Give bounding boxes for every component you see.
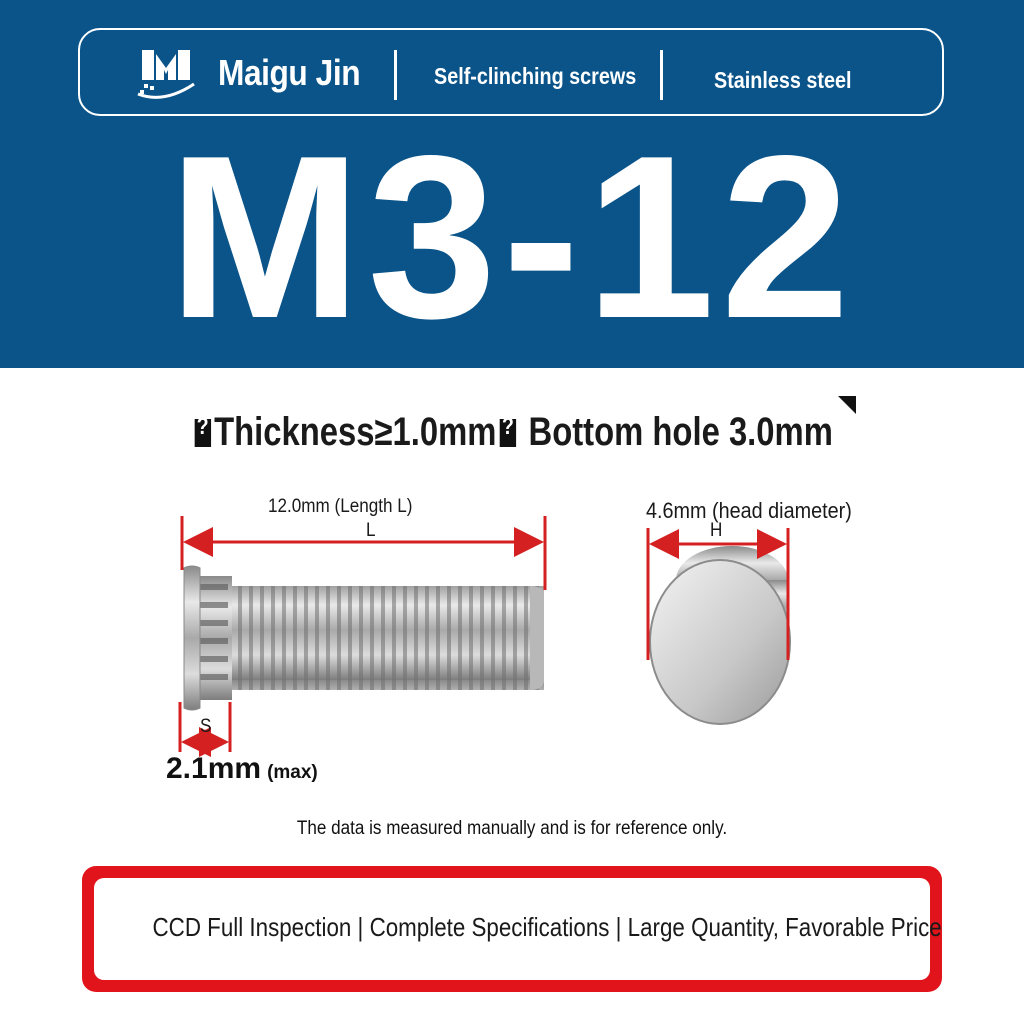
corner-mark-icon xyxy=(838,396,856,414)
missing-glyph-icon xyxy=(194,419,210,447)
brand-logo-icon xyxy=(134,44,198,102)
screw-diagram xyxy=(0,480,1024,800)
spec-line xyxy=(92,410,932,455)
screw-thread xyxy=(228,586,544,690)
brand-name: Maigu Jin xyxy=(218,52,361,93)
feature-banner-text: CCD Full Inspection | Complete Specifications | Large Quantity, Favorable Price xyxy=(152,912,942,942)
screw-side-view xyxy=(184,566,544,710)
reference-note: The data is measured manually and is for reference only. xyxy=(296,818,728,839)
screw-tip xyxy=(530,586,544,690)
head-caption: 4.6mm (head diameter) xyxy=(646,498,852,523)
shoulder-measure: 2.1mm xyxy=(166,752,262,785)
head-letter: H xyxy=(710,520,723,541)
header-band xyxy=(0,0,1024,368)
thickness-spec: Thickness≥1.0mm xyxy=(214,410,497,454)
length-caption: 12.0mm (Length L) xyxy=(268,496,413,517)
header-divider xyxy=(394,50,397,100)
length-letter: L xyxy=(366,520,376,541)
length-dimension xyxy=(182,516,545,590)
shoulder-letter: S xyxy=(200,716,212,737)
shoulder-qualifier: (max) xyxy=(267,762,318,783)
screw-head-view xyxy=(650,546,790,724)
missing-glyph-icon xyxy=(500,419,516,447)
shoulder-value xyxy=(166,752,318,786)
product-type-label: Self-clinching screws xyxy=(434,63,637,89)
feature-banner-inner xyxy=(94,878,942,980)
material-label: Stainless steel xyxy=(714,67,852,93)
header-pill xyxy=(78,28,944,116)
feature-banner xyxy=(82,866,942,992)
model-title: M3-12 xyxy=(168,108,856,367)
bottom-hole-spec: Bottom hole 3.0mm xyxy=(519,410,833,454)
screw-head xyxy=(184,566,200,710)
header-divider xyxy=(660,50,663,100)
